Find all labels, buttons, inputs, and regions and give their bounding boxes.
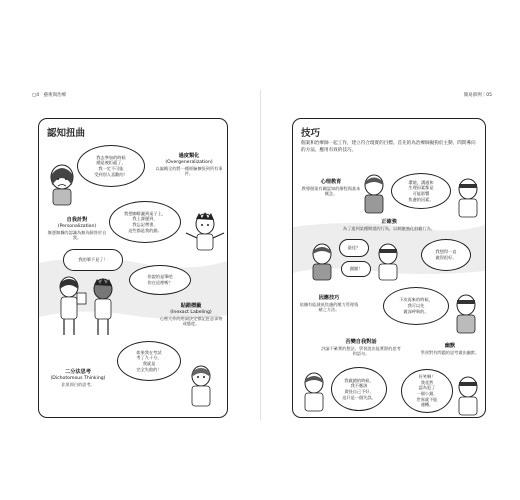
speech-bubble-psychoeducation: 環境，溝通和 生理因素都是 可能影響 焦慮的因素。 [391,173,451,209]
technique-description: 為了達到某種期望的行為，以刺激強化鼓勵行為。 [342,225,436,231]
concept-overgeneralization [155,153,223,177]
therapist-illustration-2 [307,243,337,281]
speech-bubble-self-talk: 我做錯的時候， 我不應該 責怪自己不好， 這只是一個失誤。 [331,367,387,411]
speech-bubble-praise: 最佳？ [339,239,369,257]
speech-bubble-coping: 下次再來的時候， 我可以先 做深呼吸的。 [383,287,449,325]
concept-name: 自我計對 [66,217,88,223]
concept-english: (Overgeneralization) [165,159,213,165]
technique-name: 正確強 [381,219,397,225]
speech-bubble-doing-well: 我想得一直 做得很好。 [421,239,471,271]
client-illustration-5 [453,375,483,415]
concept-inexact-labeling [159,303,223,327]
speech-bubble-humor: 好笑啊！ 我竟然 認為犯了 一個小錯， 世界就不能 運轉。 [401,369,453,413]
technique-self-talk [321,339,401,357]
client-illustration-3 [451,293,481,333]
section-title-left: 認知扭曲 [47,128,86,139]
speech-bubble-pen-missing: 我的筆不見了！ [63,249,123,271]
right-running-head: 簡易節例｜05 [463,93,492,98]
speech-bubble-thanks: 謝謝！ [341,261,371,277]
right-page [288,90,496,420]
technique-psychoeducation [301,179,361,197]
concept-english: (Dichotomous Thinking) [50,375,106,381]
sad-girl-illustration [45,161,79,207]
therapist-illustration [359,173,389,213]
speech-bubble-overgeneralization: 我去參加的時候 總是被拒絕了， 我一定不可能 受到別人喜歡的！ [77,145,145,187]
technique-name: 心理教育 [320,179,342,185]
speech-bubble-personalization: 我把咖啡灑到桌子上， 我上課遲到， 我忘記帶書， 這些都是我的錯。 [109,201,181,243]
concept-name: 過度類化 [178,153,200,159]
concept-name: 二分法思考 [65,369,91,375]
page-gutter [260,90,261,420]
boy-arms-open-illustration [185,211,225,255]
client-illustration-2 [373,243,403,281]
technique-humor [419,343,481,355]
speech-bubble-labeling: 你說的是筆吧 你在這裡嗎？ [129,265,191,295]
technique-name: 因應技巧 [318,295,340,301]
student-illustration [185,363,217,409]
two-people-illustration [53,275,121,337]
concept-description: 心裡大作的用詞決定標記貶意事物或態度。 [159,315,223,327]
left-running-head: □4 藝術與治療 [32,93,67,98]
left-page [32,90,240,420]
client-illustration-4 [299,371,329,411]
concept-english: (Inexact Labeling) [170,309,212,315]
cognitive-distortions-panel [38,118,228,418]
technique-coping-skills [299,295,359,313]
technique-reinforcement [329,219,449,231]
technique-description: 學習對有問題的思考做出幽默。 [420,349,480,355]
technique-name: 否變自我對話 [345,339,377,345]
technique-name: 幽默 [444,343,456,349]
speech-bubble-dichotomous: 如果我在考試 考了九十分， 我就是 完全失敗的！ [117,341,181,381]
concept-english: (Personalization) [57,223,97,229]
concept-dichotomous-thinking [45,369,111,387]
technique-description: 依據有能減低焦慮的壓力管理情緒之方法。 [299,301,359,313]
concept-personalization [47,217,107,241]
technique-description: 教導個案有關認知的療程與基本概念。 [301,185,361,197]
concept-description: 無憑無據的認識為無為歸咎於自我。 [47,229,107,241]
concept-description: 非黑即白的思考。 [61,381,95,387]
techniques-intro: 個案和治療師一起工作，建立符合現實的目標。首先的為治療師擬狗於主動，問問導向的方法，應用有效的技巧。 [301,141,476,153]
client-illustration-1 [453,177,483,217]
techniques-panel [292,118,486,418]
section-title-right: 技巧 [301,128,321,139]
concept-name: 貼錯標籤 [180,303,202,309]
technique-description: 評論不確實的想法，學習說出能實際的思考和語句。 [321,345,401,357]
concept-description: 以偏概全的將一種經驗擴張到所有事件。 [155,165,223,177]
